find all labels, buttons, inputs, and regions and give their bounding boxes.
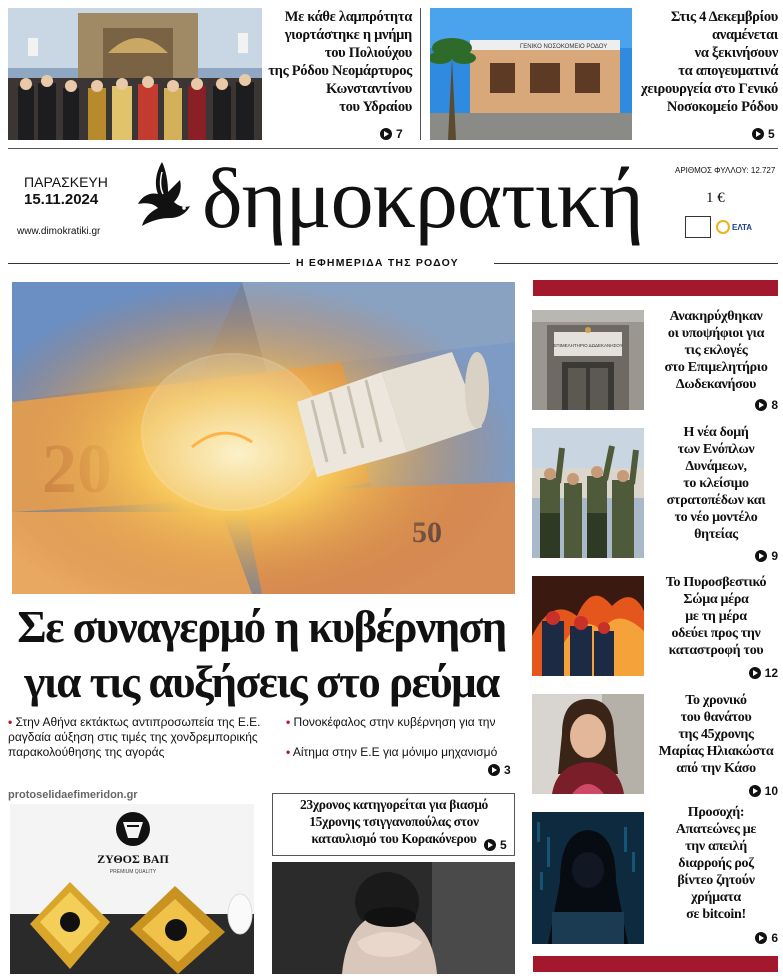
story-assault-headline[interactable]: 23χρονος κατηγορείται για βιασμό 15χρονης τσιγγανοπούλας στον καταυλισμό του Κορακόνερου [299, 797, 489, 846]
main-headline[interactable]: Σε συναγερμό η κυβέρνηση για τις αυξήσεις στο ρεύμα [17, 602, 506, 707]
top-story-2-headline[interactable]: Στις 4 Δεκεμβρίου αναμένεται να ξεκινήσουν τα απογευματινά χειρουργεία στο Γενικό Νοσοκομείο Ρόδου [641, 9, 778, 115]
main-story-page[interactable]: 3 [488, 763, 511, 777]
arrow-icon [749, 667, 761, 679]
top-story-2-page[interactable]: 5 [752, 127, 775, 141]
sidebar-bottom-bar [533, 956, 778, 972]
sidebar-item-headline[interactable]: Ανακηρύχθηκαν οι υποψήφιοι για τις εκλογές στο Επιμελητήριο Δωδεκανήσου [664, 309, 768, 392]
postage-box [685, 216, 711, 238]
sidebar-item-headline[interactable]: Η νέα δομή των Ενόπλων Δυνάμεων, το κλείσιμο στρατοπέδων και το νέο μοντέλο θητείας [666, 425, 766, 542]
sidebar-top-bar [533, 280, 778, 296]
ad-sub: PREMIUM QUALITY [109, 869, 157, 875]
sidebar-item-page[interactable]: 12 [749, 666, 778, 680]
photo-firefighters [532, 576, 644, 676]
chamber-sign: ΕΠΙΜΕΛΗΤΗΡΙΟ ΔΩΔΕΚΑΝΗΣΟΥ [553, 343, 623, 348]
elta-logo: ΕΛΤΑ [716, 220, 752, 234]
photo-crouching-girl [272, 862, 515, 974]
price: 1 € [706, 190, 725, 206]
arrow-icon [752, 128, 764, 140]
ad-zythos-vap[interactable] [10, 804, 254, 974]
arrow-icon [488, 764, 500, 776]
sidebar-item-armed-forces[interactable] [532, 424, 782, 564]
story-assault-page[interactable]: 5 [484, 838, 507, 852]
sidebar-item-page[interactable]: 9 [755, 549, 778, 563]
sidebar-item-kasos[interactable] [532, 690, 782, 796]
photo-procession [8, 8, 262, 140]
photo-lightbulb-euros [12, 282, 515, 594]
elta-mark-icon [716, 220, 730, 234]
masthead-tagline: Η ΕΦΗΜΕΡΙΔΑ ΤΗΣ ΡΟΔΟΥ [296, 257, 459, 269]
arrow-icon [755, 399, 767, 411]
tagline-rule-right [494, 263, 778, 264]
sidebar-item-page[interactable]: 8 [755, 398, 778, 412]
sidebar-item-headline[interactable]: Προσοχή: Απατεώνες με την απειλή διαρροής ροζ βίντεο ζητούν χρήματα σε bitcoin! [675, 805, 757, 922]
arrow-icon [749, 785, 761, 797]
photo-hacker [532, 812, 644, 944]
issue-number: ΑΡΙΘΜΟΣ ΦΥΛΛΟΥ: 12.727 [675, 166, 776, 175]
photo-woman-portrait [532, 694, 644, 794]
arrow-icon [380, 128, 392, 140]
dove-logo-icon [132, 158, 194, 230]
top-story-1-headline[interactable]: Με κάθε λαμπρότητα γιορτάστηκε η μνήμη του Πολιούχου της Ρόδου Νεομάρτυρος Κωνσταντίνου του Υδραίου [268, 9, 412, 115]
sidebar-item-page[interactable]: 10 [749, 784, 778, 798]
ad-brand: ΖΥΘΟΣ ΒΑΠ [97, 852, 169, 866]
arrow-icon [755, 932, 767, 944]
masthead-top-rule [8, 148, 778, 149]
sidebar-item-fire-service[interactable] [532, 574, 782, 680]
watermark: protoselidaefimeridon.gr [8, 789, 138, 801]
ad-emblem-icon [116, 812, 150, 846]
main-bullets-right: • Πονοκέφαλος στην κυβέρνηση για την • Αίτημα στην Ε.Ε για μόνιμο μηχανισμό [286, 715, 498, 759]
hospital-sign: ΓΕΝΙΚΟ ΝΟΣΟΚΟΜΕΙΟ ΡΟΔΟΥ [520, 44, 608, 50]
column-divider [420, 8, 421, 140]
photo-hospital [430, 8, 632, 140]
masthead-title[interactable]: δημοκρατική [202, 150, 643, 246]
sidebar-item-headline[interactable]: Το Πυροσβεστικό Σώμα μέρα με τη μέρα οδεύει προς την καταστροφή του [665, 575, 767, 658]
masthead-day: ΠΑΡΑΣΚΕΥΗ [24, 174, 108, 190]
photo-soldiers [532, 428, 644, 558]
tagline-rule-left [8, 263, 290, 264]
arrow-icon [484, 839, 496, 851]
arrow-icon [755, 550, 767, 562]
photo-chamber [532, 310, 644, 410]
sidebar-item-page[interactable]: 6 [755, 931, 778, 945]
sidebar-item-headline[interactable]: Το χρονικό του θανάτου της 45χρονης Μαρίας Ηλιακώστα από την Κάσο [658, 693, 774, 776]
masthead-website[interactable]: www.dimokratiki.gr [17, 226, 101, 237]
sidebar-item-chamber[interactable] [532, 306, 782, 410]
top-story-1-page[interactable]: 7 [380, 127, 403, 141]
sidebar-item-scam[interactable] [532, 804, 782, 950]
main-bullets-left: • Στην Αθήνα εκτάκτως αντιπροσωπεία της Ε.Ε. ραγδαία αύξηση στις τιμές της χονδρεμπορικής παρακολούθησης της αγοράς [8, 715, 261, 759]
masthead-date: 15.11.2024 [24, 191, 99, 208]
